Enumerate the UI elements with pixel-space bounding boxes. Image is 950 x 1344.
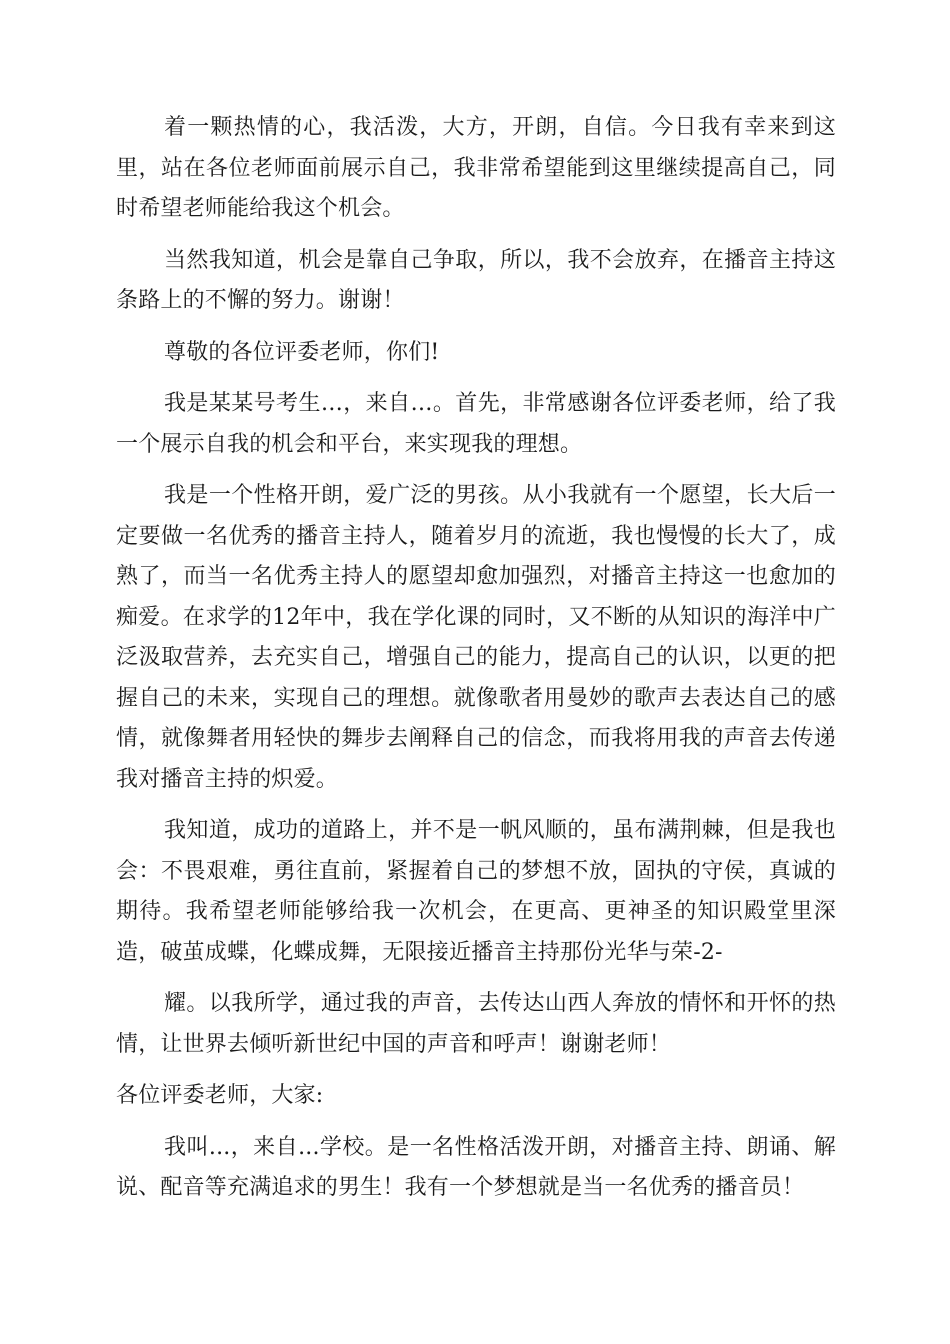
paragraph-2: 当然我知道，机会是靠自己争取，所以，我不会放弃，在播音主持这条路上的不懈的努力。谢谢！ <box>116 247 836 313</box>
paragraph-7: 耀。以我所学，通过我的声音，去传达山西人奔放的情怀和开怀的热情，让世界去倾听新世纪中国的声音和呼声！谢谢老师！ <box>116 991 836 1057</box>
paragraph-8-greeting: 各位评委老师，大家: <box>116 1083 324 1108</box>
paragraph-1: 着一颗热情的心，我活泼，大方，开朗，自信。今日我有幸来到这里，站在各位老师面前展示自己，我非常希望能到这里继续提高自己，同时希望老师能给我这个机会。 <box>116 115 836 221</box>
document-body <box>116 108 836 1220</box>
paragraph-4: 我是某某号考生…，来自…。首先，非常感谢各位评委老师，给了我一个展示自我的机会和平台，来实现我的理想。 <box>116 391 836 457</box>
paragraph-5: 我是一个性格开朗，爱广泛的男孩。从小我就有一个愿望，长大后一定要做一名优秀的播音主持人，随着岁月的流逝，我也慢慢的长大了，成熟了，而当一名优秀主持人的愿望却愈加强烈，对播音主持这一也愈加的痴爱。在求学的12年中，我在学化课的同时，又不断的从知识的海洋中广泛汲取营养，去充实自己，增强自己的能力，提高自己的认识，以更的把握自己的未来，实现自己的理想。就像歌者用曼妙的歌声去表达自己的感情，就像舞者用轻快的舞步去阐释自己的信念，而我将用我的声音去传递我对播音主持的炽爱。 <box>116 483 836 792</box>
paragraph-3-greeting: 尊敬的各位评委老师，你们! <box>164 339 440 365</box>
paragraph-6: 我知道，成功的道路上，并不是一帆风顺的，虽布满荆棘，但是我也会：不畏艰难，勇往直前，紧握着自己的梦想不放，固执的守侯，真诚的期待。我希望老师能够给我一次机会，在更高、更神圣的知识殿堂里深造，破茧成蝶，化蝶成舞，无限接近播音主持那份光华与荣-2- <box>116 818 836 965</box>
paragraph-9: 我叫...，来自...学校。是一名性格活泼开朗，对播音主持、朗诵、解说、配音等充满追求的男生！我有一个梦想就是当一名优秀的播音员！ <box>116 1134 836 1200</box>
